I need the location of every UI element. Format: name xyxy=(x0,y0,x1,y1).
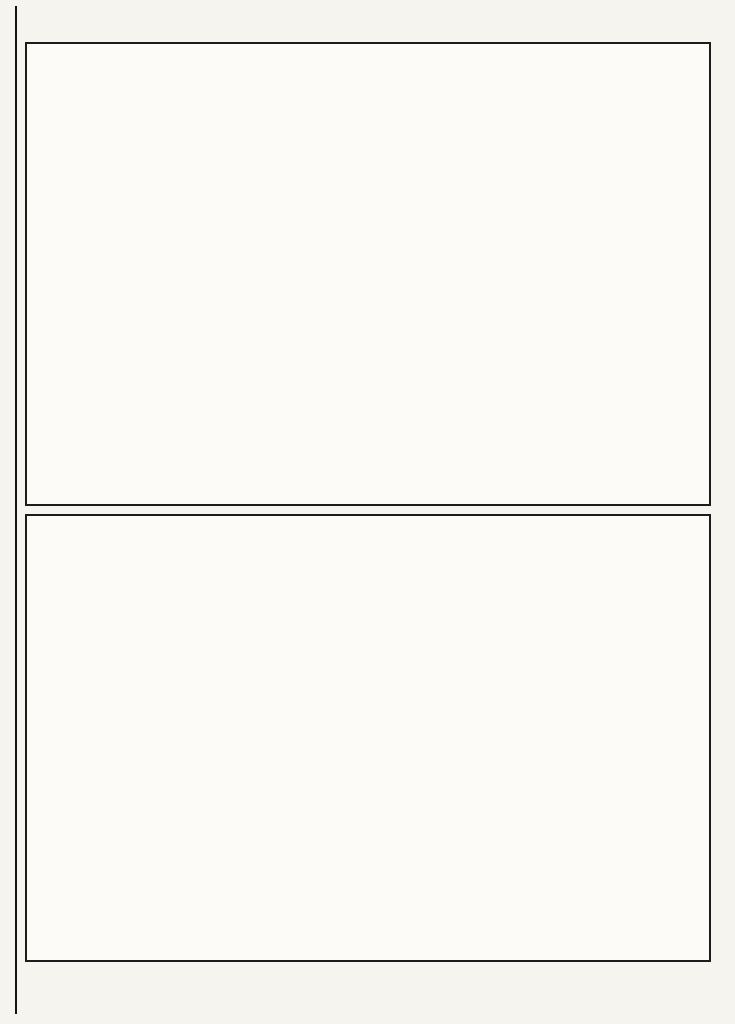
book-gutter-line xyxy=(15,6,17,1014)
bottom-registry-table xyxy=(25,514,711,962)
top-registry-table xyxy=(25,42,711,506)
